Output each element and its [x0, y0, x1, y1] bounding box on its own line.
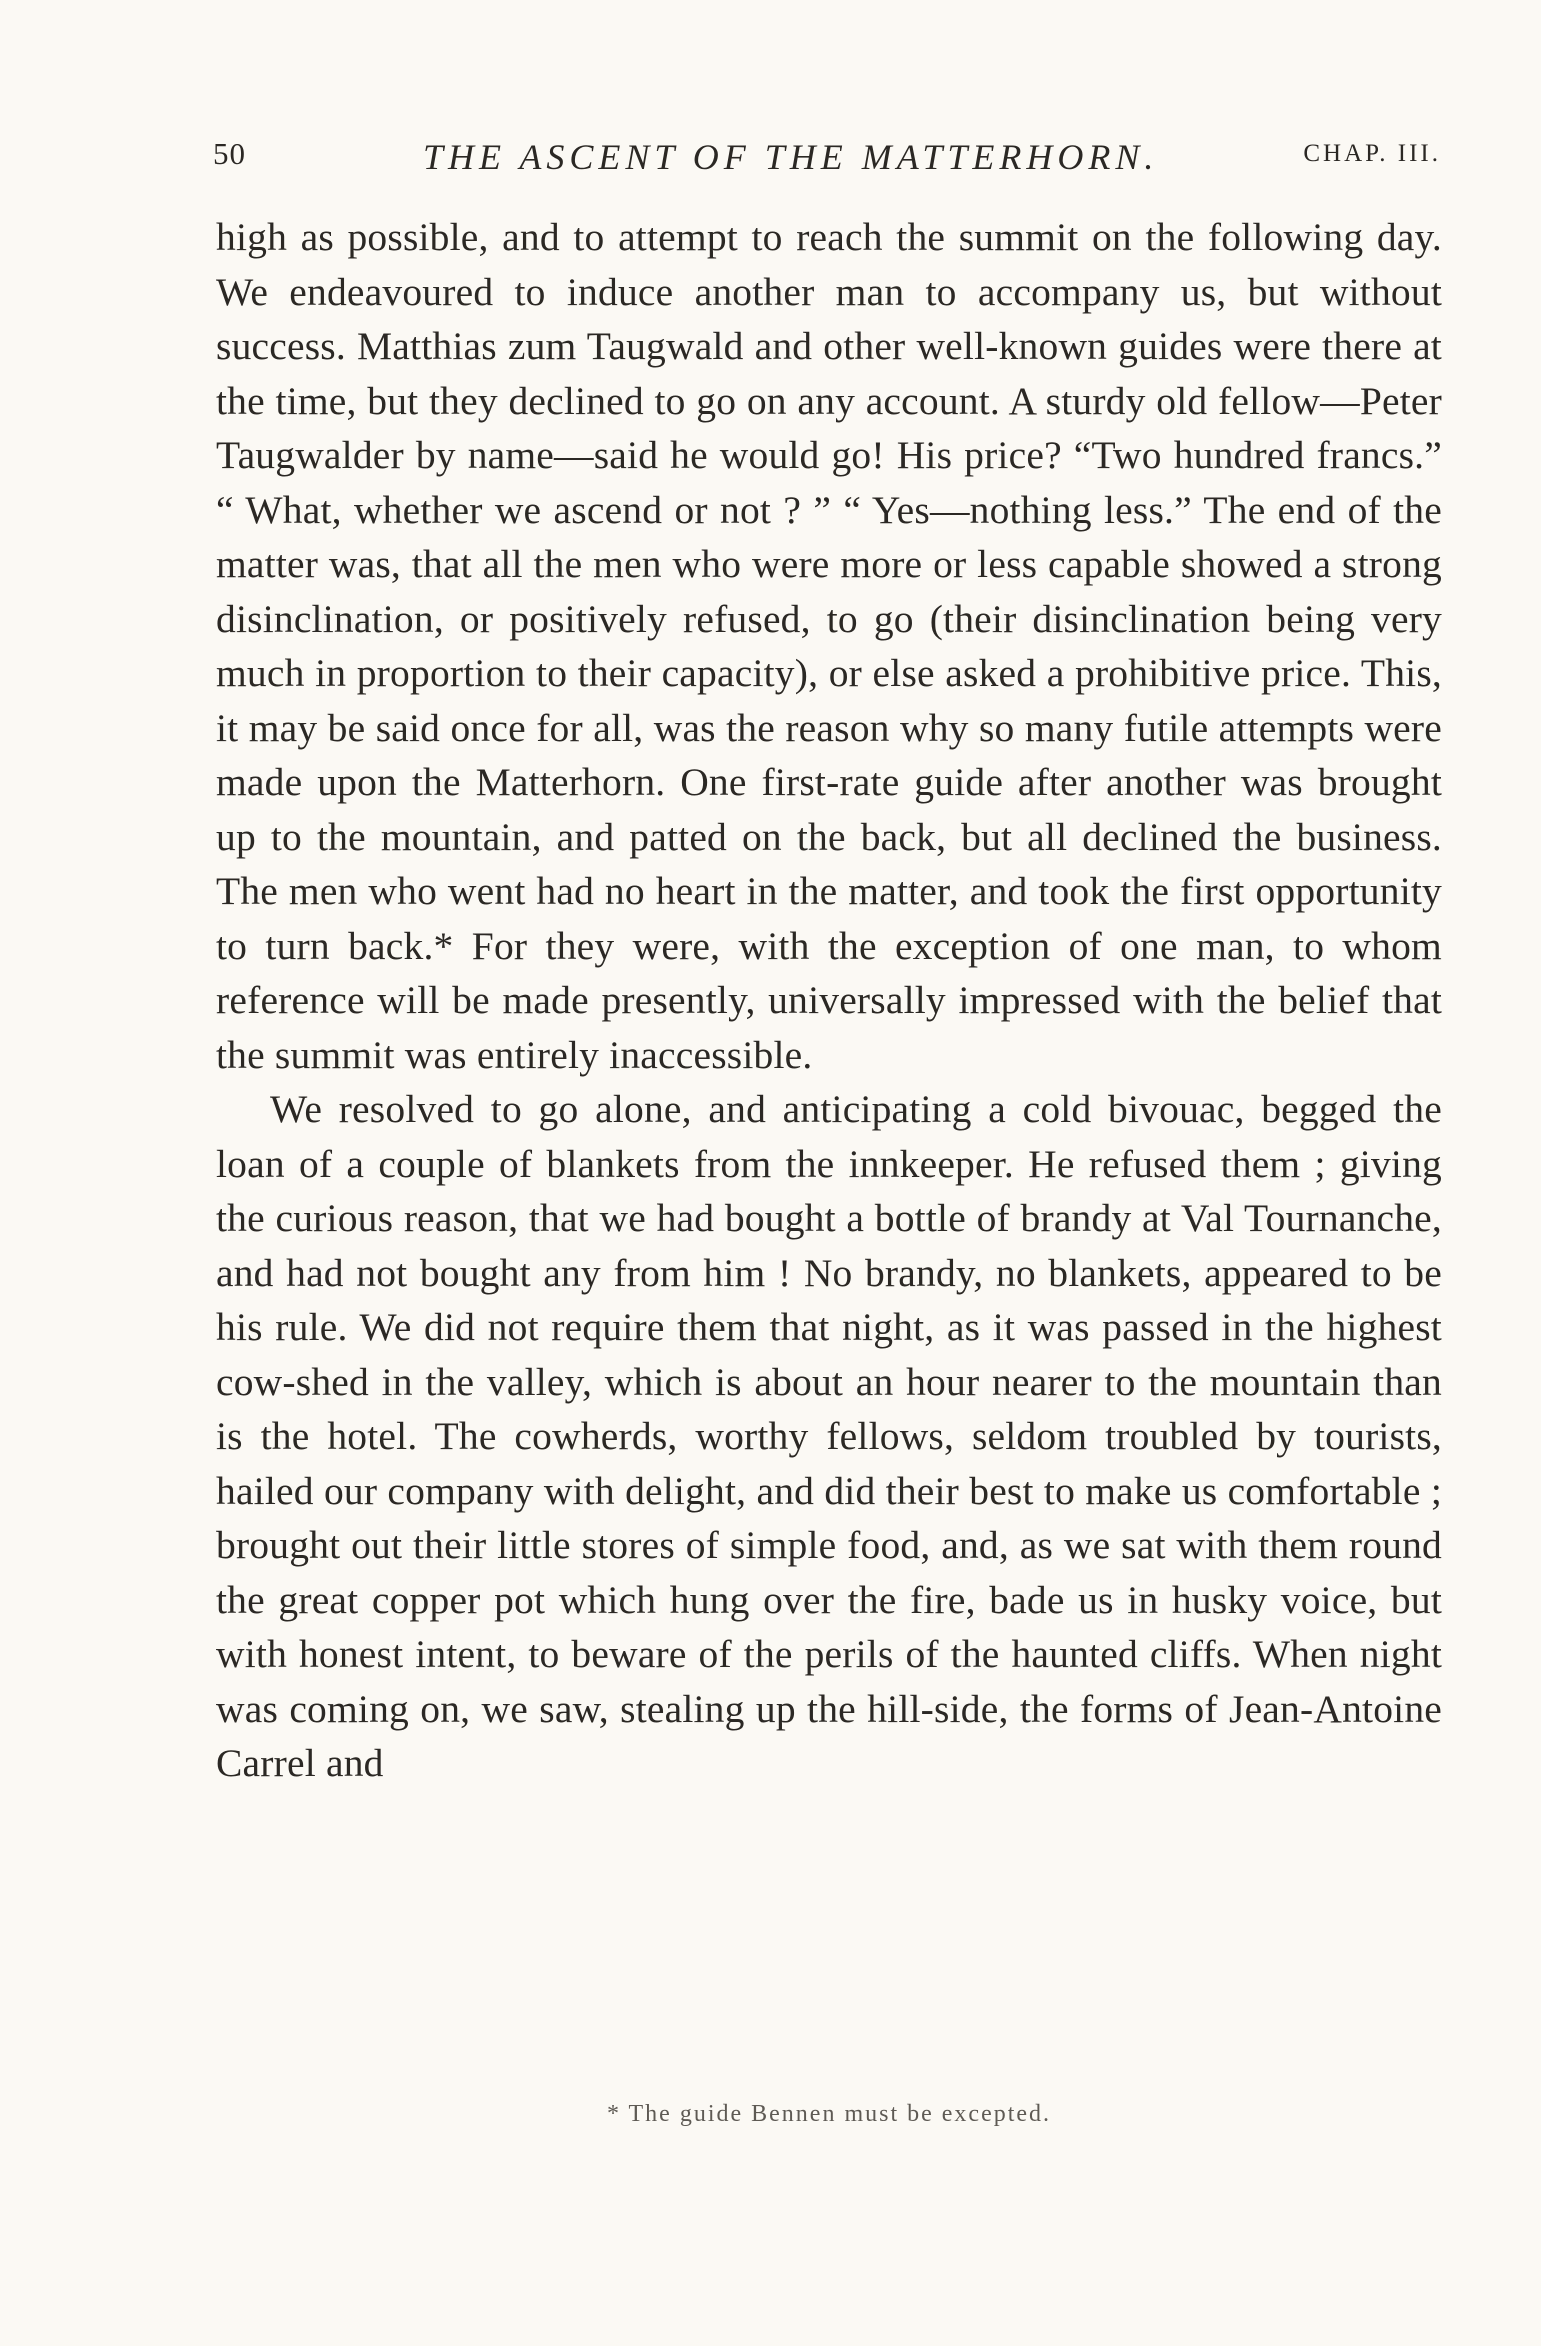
body-text	[216, 210, 1442, 1791]
paragraph: We resolved to go alone, and anticipating a cold bivouac, begged the loan of a couple of blankets from the innkeeper. He refused them ; giving the curious reason, that we had bought a bottle of brandy at Val Tournanche, and had not bought any from him ! No brandy, no blankets, appeared to be his rule. We did not require them that night, as it was passed in the highest cow-shed in the valley, which is about an hour nearer to the mountain than is the hotel. The cowherds, worthy fellows, seldom troubled by tourists, hailed our company with delight, and did their best to make us comfortable ; brought out their little stores of simple food, and, as we sat with them round the great copper pot which hung over the fire, bade us in husky voice, but with honest intent, to beware of the perils of the haunted cliffs. When night was coming on, we saw, stealing up the hill-side, the forms of Jean-Antoine Carrel and	[216, 1087, 1442, 1785]
chapter-label: CHAP. III.	[1303, 140, 1441, 167]
running-title: THE ASCENT OF THE MATTERHORN.	[423, 137, 1159, 177]
paragraph-continued: high as possible, and to attempt to reach the summit on the following day. We endeavoured to induce another man to accompany us, but without success. Matthias zum Taugwald and other well-known guides were there at the time, but they declined to go on any account. A sturdy old fellow—Peter Taugwalder by name—said he would go! His price? “Two hundred francs.” “ What, whether we ascend or not ? ” “ Yes—nothing less.” The end of the matter was, that all the men who were more or less capable showed a strong disinclination, or positively refused, to go (their disinclination being very much in proportion to their capacity), or else asked a prohibitive price. This, it may be said once for all, was the reason why so many futile attempts were made upon the Matterhorn. One first-rate guide after another was brought up to the mountain, and patted on the back, but all declined the business. The men who went had no heart in the matter, and took the first opportunity to turn back.* For they were, with the exception of one man, to whom reference will be made presently, universally impressed with the belief that the summit was entirely inaccessible.	[216, 215, 1442, 1077]
footnote: * The guide Bennen must be excepted.	[606, 2101, 1052, 2127]
page-number: 50	[213, 136, 246, 171]
running-head	[213, 136, 1441, 176]
